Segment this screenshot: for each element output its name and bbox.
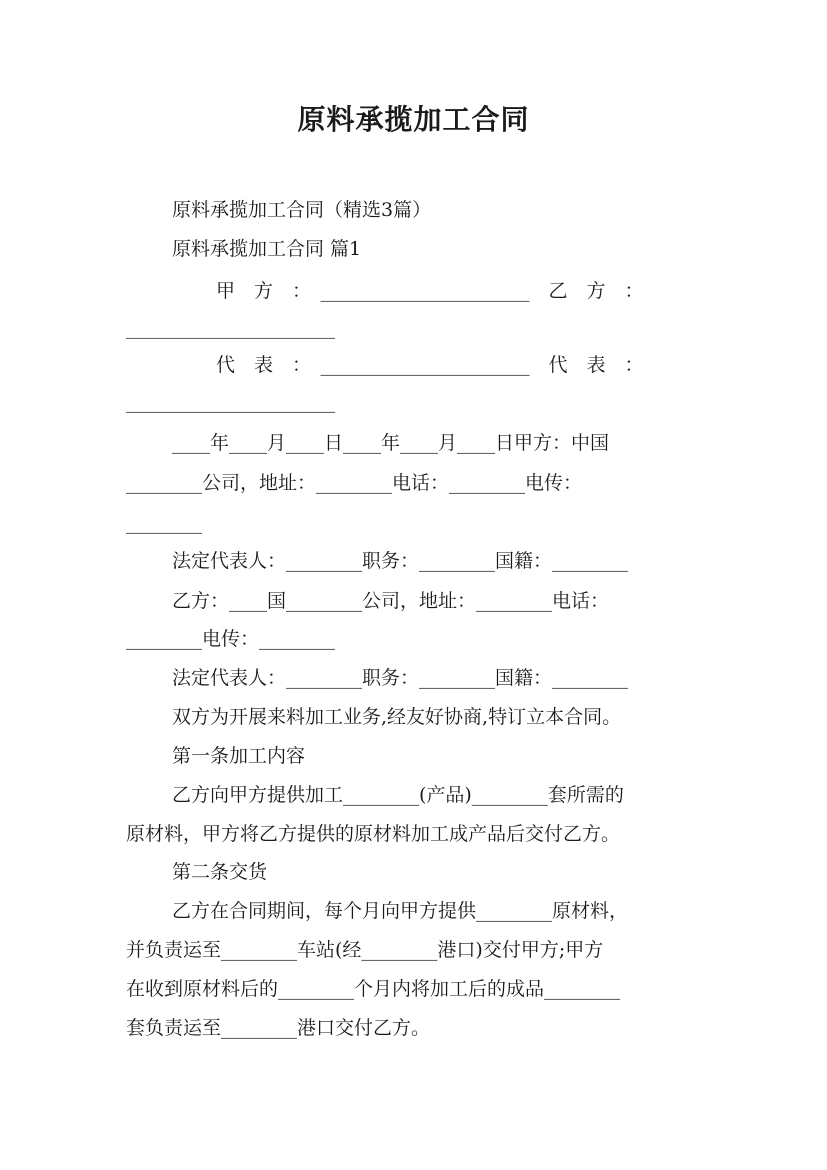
representative-blank-line: ______________________ xyxy=(126,391,335,413)
party-a-legal-rep-line: 法定代表人：________职务：________国籍：________ xyxy=(172,550,629,572)
party-a-company-line: ________公司，地址：________电话：________电传： xyxy=(126,472,583,494)
party-a-fax-blank: ________ xyxy=(126,512,202,534)
article-two-line-4: 套负责运至________港口交付乙方。 xyxy=(126,1017,431,1039)
party-b-legal-rep-line: 法定代表人：________职务：________国籍：________ xyxy=(172,667,629,689)
article-two-line-2: 并负责运至________车站(经________港口)交付甲方;甲方 xyxy=(126,939,604,961)
article-two-line-3: 在收到原材料后的________个月内将加工后的成品________ xyxy=(126,978,621,1000)
preamble-line: 双方为开展来料加工业务,经友好协商,特订立本合同。 xyxy=(172,706,622,728)
party-b-fax-line: ________电传：________ xyxy=(126,628,336,650)
article-two-line-1: 乙方在合同期间，每个月向甲方提供________原材料， xyxy=(172,900,629,922)
section-heading-part1: 原料承揽加工合同 篇1 xyxy=(172,238,362,260)
date-party-a-line: ____年____月____日____年____月____日甲方：中国 xyxy=(172,432,610,454)
document-subtitle: 原料承揽加工合同（精选3篇） xyxy=(172,199,432,221)
article-one-line-1: 乙方向甲方提供加工________(产品)________套所需的 xyxy=(172,784,624,806)
party-b-blank-line: ______________________ xyxy=(126,317,335,339)
representative-field-line: 代 表 ： ______________________ 代 表 ： xyxy=(216,354,644,376)
document-title: 原料承揽加工合同 xyxy=(297,103,530,136)
party-a-field-line: 甲 方 ： ______________________ 乙 方 ： xyxy=(216,280,644,302)
article-one-heading: 第一条加工内容 xyxy=(172,745,306,767)
article-two-heading: 第二条交货 xyxy=(172,861,268,883)
party-b-company-line: 乙方：____国________公司，地址：________电话： xyxy=(172,590,610,612)
article-one-line-2: 原材料，甲方将乙方提供的原材料加工成产品后交付乙方。 xyxy=(126,823,621,845)
